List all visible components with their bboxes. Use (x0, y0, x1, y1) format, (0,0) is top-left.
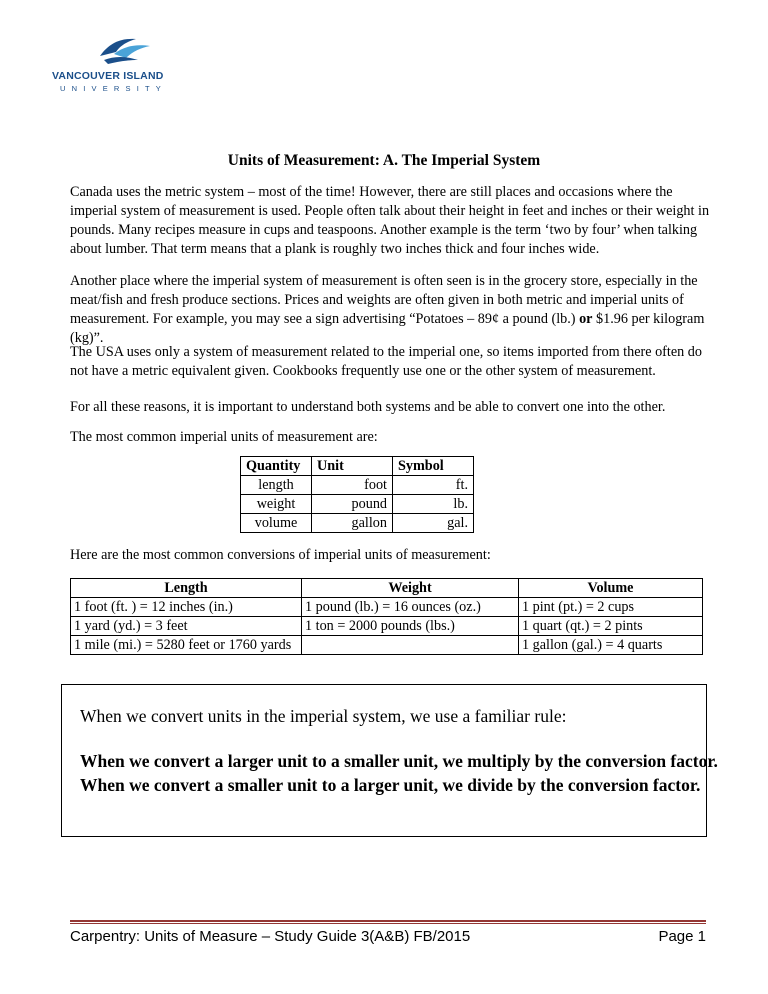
logo-name: VANCOUVER ISLAND (52, 70, 164, 82)
cell-volume: 1 gallon (gal.) = 4 quarts (519, 636, 703, 655)
cell-symbol: gal. (393, 514, 474, 533)
table-row (241, 495, 474, 514)
bird-logo-icon (96, 36, 154, 66)
header-weight: Weight (302, 579, 519, 598)
header-symbol: Symbol (393, 457, 474, 476)
paragraph-usa: The USA uses only a system of measurement related to the imperial one, so items imported from there often do not have a metric equivalent given. Cookbooks frequently use one or the other system of measurement. (70, 344, 702, 379)
paragraph-conversions-intro: Here are the most common conversions of imperial units of measurement: (70, 547, 491, 563)
cell-weight: 1 pound (lb.) = 16 ounces (oz.) (302, 598, 519, 617)
cell-weight: 1 ton = 2000 pounds (lbs.) (302, 617, 519, 636)
paragraph-grocery (70, 272, 710, 348)
cell-weight (302, 636, 519, 655)
paragraph-grocery-tail: $1.96 per kilogram (kg)”. (70, 311, 705, 346)
cell-volume: 1 quart (qt.) = 2 pints (519, 617, 703, 636)
footer-rule-thin (70, 923, 706, 924)
cell-unit: gallon (312, 514, 393, 533)
page-number: Page 1 (658, 928, 706, 945)
conversions-table (70, 578, 703, 655)
page-title: Units of Measurement: A. The Imperial System (227, 152, 541, 169)
header-length: Length (71, 579, 302, 598)
rule-divide: When we convert a smaller unit to a larger unit, we divide by the conversion factor. (80, 775, 701, 795)
cell-volume: 1 pint (pt.) = 2 cups (519, 598, 703, 617)
units-table-header (241, 457, 474, 476)
table-row (71, 598, 703, 617)
conversions-table-header (71, 579, 703, 598)
logo-subtitle: UNIVERSITY (60, 84, 168, 93)
cell-quantity: weight (241, 495, 312, 514)
cell-unit: foot (312, 476, 393, 495)
paragraph-intro: Canada uses the metric system – most of the time! However, there are still places and occasions where the imperial system of measurement is used. People often talk about their height in feet and inches or their weight in pounds. Many recipes measure in cups and teaspoons. Another example is the term ‘two by four’ when talking about lumber. That term means that a plank is roughly two inches thick and four inches wide. (70, 184, 710, 257)
cell-symbol: lb. (393, 495, 474, 514)
rule-multiply: When we convert a larger unit to a smaller unit, we multiply by the conversion factor. (80, 751, 718, 771)
paragraph-reasons: For all these reasons, it is important to understand both systems and be able to convert one into the other. (70, 399, 666, 415)
cell-length: 1 mile (mi.) = 5280 feet or 1760 yards (71, 636, 302, 655)
cell-quantity: length (241, 476, 312, 495)
table-row (241, 514, 474, 533)
footer-rule (70, 920, 706, 922)
cell-length: 1 yard (yd.) = 3 feet (71, 617, 302, 636)
header-volume: Volume (519, 579, 703, 598)
cell-symbol: ft. (393, 476, 474, 495)
paragraph-grocery-bold: or (579, 311, 593, 327)
header-quantity: Quantity (241, 457, 312, 476)
table-row (71, 636, 703, 655)
paragraph-grocery-text: Another place where the imperial system of measurement is often seen is in the grocery store, especially in the meat/fish and fresh produce sections. Prices and weights are often given in both metric and imperial units of measurement. For example, you may see a sign advertising “Potatoes – 89¢ a pound (lb.) (70, 273, 698, 327)
cell-length: 1 foot (ft. ) = 12 inches (in.) (71, 598, 302, 617)
table-row (241, 476, 474, 495)
cell-quantity: volume (241, 514, 312, 533)
rule-lead: When we convert units in the imperial system, we use a familiar rule: (80, 706, 567, 726)
footer-title: Carpentry: Units of Measure – Study Guide 3(A&B) FB/2015 (70, 928, 471, 945)
paragraph-common-units: The most common imperial units of measurement are: (70, 429, 378, 445)
cell-unit: pound (312, 495, 393, 514)
table-row (71, 617, 703, 636)
units-table (240, 456, 474, 533)
university-logo (52, 36, 202, 93)
header-unit: Unit (312, 457, 393, 476)
